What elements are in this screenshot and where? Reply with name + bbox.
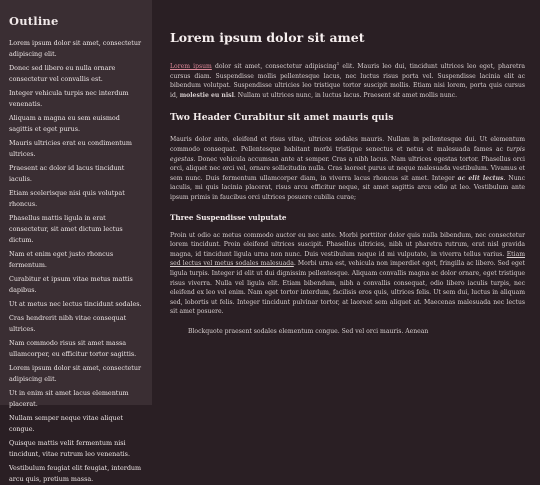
section-heading-two: Two Header Curabitur sit amet mauris quis <box>170 112 394 124</box>
page-title: Lorem ipsum dolor sit amet <box>170 30 365 45</box>
italic-text: turpis egestas <box>170 146 525 163</box>
outline-item[interactable]: Mauris ultricies erat eu condimentum ultrices. <box>9 139 132 158</box>
text-span: . Nunc iaculis, mi quis lacinia placerat, risus arcu efficitur neque, sit amet sagittis arcu odio at leo. Vestibulum ante ipsum primis in faucibus orci ultrices posuere cubilia curae; <box>170 174 525 201</box>
outline-item[interactable]: Etiam scelerisque nisi quis volutpat rhoncus. <box>9 189 125 208</box>
text-span: Proin ut odio ac metus commodo auctor eu nec ante. Morbi porttitor dolor quis nulla bibendum, nec consectetur lorem tincidunt. Proin eleifend ultrices suscipit. Phasellus ultricies, nibh ut pharetra rutrum, erat nisl gravida magna, id tincidunt ligula urna non nunc. Duis vestibulum neque id mi vulputate, in viverra tellus varius. <box>170 231 525 258</box>
text-span: elit. Mauris leo dui, tincidunt ultrices leo eget, pharetra cursus diam. Suspendisse mollis pellentesque lacus, nec luctus risus porta vel. Suspendisse lacinia elit ac bibendum volutpat. Suspendisse ultricies leo tristique tortor suscipit mollis. Etiam nisi lorem, porta quis cursus id, <box>170 63 525 99</box>
blockquote: Blockquote praesent sodales elementum congue. Sed vel orci mauris. Aenean <box>188 327 429 335</box>
outline-item[interactable]: Aliquam a magna eu sem euismod sagittis et eget purus. <box>9 114 120 133</box>
underlined-link[interactable]: Etiam sed lectus vel metus sodales malesuada <box>170 250 525 268</box>
footnote-ref[interactable]: 1 <box>336 61 340 66</box>
outline-sidebar <box>0 0 152 483</box>
bold-text: molestie eu nisl <box>179 91 234 99</box>
outline-item[interactable]: Nullam semper neque vitae aliquet congue. <box>9 414 123 433</box>
text-span: . Donec vehicula accumsan ante at semper. Cras a nibh lacus. Nam ultrices egestas tortor. Phasellus orci orci, aliquet nec orci vel, ornare sollicitudin nulla. Cras laoreet purus ut neque malesuada vestibulum. Vivamus et sem nunc. Duis fermentum ullamcorper diam, in viverra lacus rhoncus sit amet. Integer <box>170 155 525 182</box>
outline-item[interactable]: Nam commodo risus sit amet massa ullamcorper, eu efficitur tortor sagittis. <box>9 339 137 358</box>
paragraph-intro <box>170 59 525 100</box>
text-span: . Nullam ut ultrices nunc, in luctus lacus. Praesent sit amet mollis nunc. <box>233 91 458 99</box>
outline-item[interactable]: Ut in enim sit amet lacus elementum placerat. <box>9 389 129 408</box>
outline-item[interactable]: Vestibulum feugiat elit feugiat, interdum arcu quis, pretium massa. <box>9 464 142 483</box>
lorem-ipsum-link[interactable]: Lorem ipsum <box>170 63 212 71</box>
document-content <box>170 0 525 405</box>
paragraph-two <box>170 135 525 202</box>
bold-italic-text: ac elit lectus <box>457 174 504 182</box>
outline-item[interactable]: Ut at metus nec lectus tincidunt sodales. <box>9 300 142 308</box>
outline-item[interactable]: Nam et enim eget justo rhoncus fermentum. <box>9 250 114 269</box>
outline-item[interactable]: Cras hendrerit nibh vitae consequat ultrices. <box>9 314 127 333</box>
outline-title: Outline <box>9 14 59 28</box>
outline-item[interactable]: Phasellus mattis ligula in erat consectetur, sit amet dictum lectus dictum. <box>9 214 123 244</box>
outline-item[interactable]: Curabitur et ipsum vitae metus mattis dapibus. <box>9 275 133 294</box>
section-heading-three: Three Suspendisse vulputate <box>170 212 287 222</box>
outline-item[interactable]: Quisque mattis velit fermentum nisi tincidunt, vitae rutrum leo venenatis. <box>9 439 130 458</box>
paragraph-three <box>170 231 525 317</box>
outline-item[interactable]: Lorem ipsum dolor sit amet, consectetur adipiscing elit. <box>9 364 142 383</box>
outline-item[interactable]: Lorem ipsum dolor sit amet, consectetur adipiscing elit. <box>9 39 142 58</box>
text-span: dolor sit amet, consectetur adipiscing <box>211 63 337 71</box>
text-span: . Morbi urna est, vehicula non imperdiet eget, fringilla ac libero. Sed eget ligula turpis. Integer id elit ut dui dignissim pellentesque. Aliquam convallis magna ac dolor ornare, eget tristique risus viverra. Nulla vel ligula elit. Etiam bibendum, nibh a convallis consequat, odio libero iaculis turpis, nec eleifend ex leo vel enim. Nam eget tortor interdum, facilisis eros quis, ultrices felis. Ut sem dui, luctus in aliquam sed, lobortis ut felis. Integer tincidunt pulvinar tortor, at laoreet sem aliquet at. Maecenas malesuada nec lectus sit amet posuere. <box>170 260 525 316</box>
outline-item[interactable]: Donec sed libero eu nulla ornare consectetur vel convallis est. <box>9 64 116 83</box>
text-span: Mauris dolor ante, eleifend et risus vitae, ultrices sodales mauris. Nullam in pellentesque dui. Ut elementum commodo consequat. Pellentesque habitant morbi tristique senectus et netus et malesuada fames ac <box>170 136 525 153</box>
outline-item[interactable]: Integer vehicula turpis nec interdum venenatis. <box>9 89 129 108</box>
outline-item[interactable]: Praesent ac dolor id lacus tincidunt iaculis. <box>9 164 125 183</box>
